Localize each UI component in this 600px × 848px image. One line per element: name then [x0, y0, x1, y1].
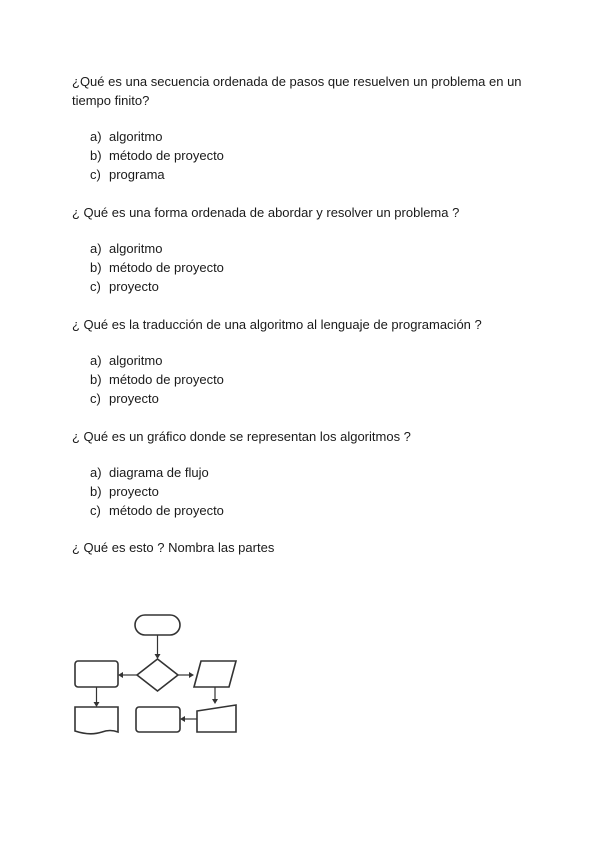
option-text: método de proyecto [109, 503, 224, 518]
option-4c [90, 501, 224, 520]
flowchart-diagram [66, 608, 246, 743]
option-4b [90, 482, 224, 501]
process-shape-bottom [136, 707, 180, 732]
option-letter: c) [90, 391, 101, 406]
option-letter: a) [90, 129, 102, 144]
option-1c [90, 165, 224, 184]
option-letter: c) [90, 279, 101, 294]
option-letter: b) [90, 484, 102, 499]
option-text: algoritmo [109, 353, 163, 368]
option-letter: c) [90, 167, 101, 182]
option-text: diagrama de flujo [109, 465, 209, 480]
option-2c [90, 277, 224, 296]
decision-shape [137, 659, 178, 691]
question-1-options [90, 127, 224, 184]
option-3a [90, 351, 224, 370]
option-letter: b) [90, 372, 102, 387]
question-3: ¿ Qué es la traducción de una algoritmo al lenguaje de programación ? [72, 317, 482, 332]
option-letter: a) [90, 465, 102, 480]
arrow-head [212, 699, 218, 704]
document-shape [75, 707, 118, 734]
option-text: programa [109, 167, 165, 182]
question-2-options [90, 239, 224, 296]
option-1a [90, 127, 224, 146]
option-text: algoritmo [109, 241, 163, 256]
option-text: proyecto [109, 391, 159, 406]
flowchart-svg [66, 608, 246, 740]
option-letter: b) [90, 260, 102, 275]
option-text: método de proyecto [109, 260, 224, 275]
option-letter: c) [90, 503, 101, 518]
option-3b [90, 370, 224, 389]
option-3c [90, 389, 224, 408]
process-shape [75, 661, 118, 687]
question-3-options [90, 351, 224, 408]
option-text: proyecto [109, 484, 159, 499]
option-text: algoritmo [109, 129, 163, 144]
option-2b [90, 258, 224, 277]
option-2a [90, 239, 224, 258]
question-4-options [90, 463, 224, 520]
terminator-shape [135, 615, 180, 635]
option-1b [90, 146, 224, 165]
option-letter: b) [90, 148, 102, 163]
question-1: ¿Qué es una secuencia ordenada de pasos que resuelven un problema en un tiempo finito? [72, 74, 522, 108]
option-letter: a) [90, 353, 102, 368]
arrow-head [189, 672, 194, 678]
manual-input-shape [197, 705, 236, 732]
option-text: método de proyecto [109, 148, 224, 163]
question-4: ¿ Qué es un gráfico donde se representan los algoritmos ? [72, 429, 411, 444]
question-5: ¿ Qué es esto ? Nombra las partes [72, 540, 275, 555]
option-letter: a) [90, 241, 102, 256]
option-text: método de proyecto [109, 372, 224, 387]
option-4a [90, 463, 224, 482]
question-2: ¿ Qué es una forma ordenada de abordar y resolver un problema ? [72, 205, 460, 220]
data-shape [194, 661, 236, 687]
option-text: proyecto [109, 279, 159, 294]
